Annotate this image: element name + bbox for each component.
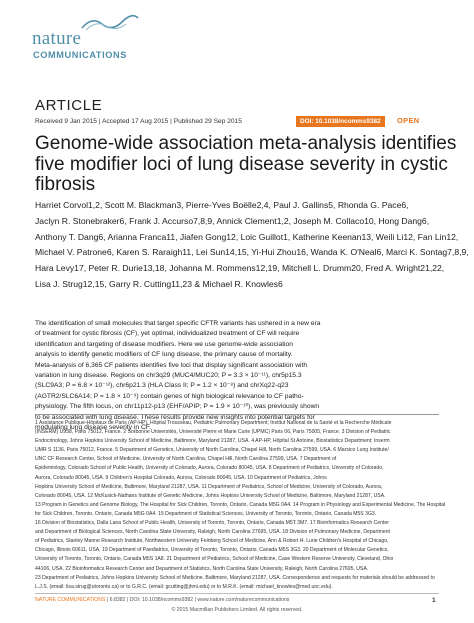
title-line: five modifier loci of lung disease severity in cystic [35,153,448,175]
author-line: Hara Levy17, Peter R. Durie13,18, Johanna M. Rommens12,19, Mitchell L. Drumm20, Fred A. Wright21,22, [35,263,445,274]
abstract-line: physiology. The fifth locus, on chr11p12-p13 (EHF/APIP; P = 1.9 × 10⁻¹⁰), was previously shown [35,403,320,411]
author-line: Lisa J. Strug12,15, Garry R. Cutting11,23 & Michael R. Knowles6 [35,278,283,289]
abstract [35,319,435,433]
author-line: Anthony T. Dang6, Arianna Franca11, Jiafen Gong12, Loic Guillot1, Katherine Keenan13, Weili Li12, Fan Lin12, [35,231,459,242]
publication-dates: Received 9 Jan 2015 | Accepted 17 Aug 2015 | Published 29 Sep 2015 [35,118,242,125]
footer-citation-text: | 6:8382 | DOI: 10.1038/ncomms9382 | www.nature.com/naturecommunications [105,597,290,603]
doi-badge[interactable]: DOI: 10.1038/ncomms9382 [296,116,385,127]
affiliation-line: 44106, USA. 22 Bioinformatics Research Center and Department of Statistics, North Carolina State University, Raleigh, North Carolina 27695, USA. [35,565,369,572]
author-line: Michael V. Patrone6, Karen S. Raraigh11, Lei Sun14,15, Yi-Hui Zhou16, Wanda K. O'Neal6, Marci K. Sontag7,8,9, [35,247,469,258]
affiliation-line: UMR S 1136, Paris 75012, France. 5 Department of Genetics, University of North Carolina, Chapel Hill, North Carolina 27599, USA. 6 Marsico Lung Institute/ [35,447,389,454]
logo-word-communications: COMMUNICATIONS [33,50,127,60]
affiliation-line: Endocrinology, Johns Hopkins University School of Medicine, Baltimore, Maryland 21287, USA. 4 AP-HP, Hôpital St Antoine, Biostatistics Department; Inserm [35,438,390,445]
abstract-line: variation in lung disease. Regions on chr3q29 (MUC4/MUC20; P = 3.3 × 10⁻¹¹), chr5p15.3 [35,372,302,380]
copyright-notice: © 2015 Macmillan Publishers Limited. All rights reserved. [171,607,303,613]
article-type-label: ARTICLE [35,97,103,114]
logo-word-nature: nature [32,28,82,49]
author-line: Jaclyn R. Stonebraker6, Frank J. Accurso7,8,9, Annick Clement1,2, Joseph M. Collaco10, Hong Dang6, [35,215,430,226]
affiliation-line: Chicago, Illinois 60611, USA. 19 Department of Paediatrics, University of Toronto, Toronto, Ontario, Canada M5S 3G3. 20 Department of Molecular Genetics, [35,547,389,554]
abstract-line: (AGTR2/SLC6A14; P = 1.8 × 10⁻⁹) contain genes of high biological relevance to CF patho- [35,392,304,400]
abstract-line: modulating lung disease severity in CF. [35,424,151,432]
affiliation-line: L.J.S. (email: lisa.strug@utoronto.ca) or to G.R.C. (email: gcutting@jhmi.edu) or to M.R.K. (email: michael_knowles@med.unc.edu). [35,583,333,590]
journal-logo [32,14,192,58]
abstract-line: analysis to identify genetic modifiers of CF lung disease, the primary cause of mortality. [35,351,293,359]
affiliation-line: for Sick Children, Toronto, Ontario, Canada M5G 0A4. 15 Department of Statistical Sciences, University of Toronto, Toronto, Ontario, Canada M5S 3G3. [35,510,377,517]
section-divider [35,414,439,415]
affiliation-line: (INSERM) U938, Paris 75012, France. 2 Sorbonne Universités, Université Pierre et Marie Curie (UPMC) Paris 06, Paris 75005, France. 3 Division of Pediatric [35,429,391,436]
abstract-line: (SLC9A3; P = 6.8 × 10⁻¹²), chr6p21.3 (HLA Class II; P = 1.2 × 10⁻⁸) and chrXq22-q23 [35,382,289,390]
affiliation-line: Epidemiology, Colorado School of Public Health, University of Colorado, Aurora, Colorado 80045, USA. 8 Department of Pediatrics, University of Colorado, [35,465,384,472]
affiliation-line: Aurora, Colorado 80045, USA. 9 Children's Hospital Colorado, Aurora, Colorado 80045, USA. 10 Department of Pediatrics, Johns [35,474,327,481]
affiliation-line: 13 Program in Genetics and Genome Biology, The Hospital for Sick Children, Toronto, Ontario, Canada M5G 0A4. 14 Program in Physiology and Experimental Medicine, The Hospital [35,501,446,508]
title-line: Genome-wide association meta-analysis identifies [35,133,457,154]
affiliation-line: 1 Assistance Publique-Hôpitaux de Paris (AP-HP), Hôpital Trousseau, Pediatric Pulmonary Department; Institut National de la Santé et la Recherche Médicale [35,420,392,426]
affiliation-line: Hopkins University School of Medicine, Baltimore, Maryland 21287, USA. 11 Department of Pediatrics, School of Medicine, University of Colorado, Aurora, [35,483,383,490]
affiliation-line: UNC CF Research Center, School of Medicine, University of North Carolina, Chapel Hill, North Carolina 27599, USA. 7 Department of [35,456,337,463]
affiliation-line: Colorado 80045, USA. 12 McKusick-Nathans Institute of Genetic Medicine, Johns Hopkins University School of Medicine, Baltimore, Maryland 21287, USA. [35,492,386,499]
abstract-line: identification and targeting of disease modifiers. Here we use genome-wide association [35,340,293,348]
article-title [35,134,455,196]
affiliation-line: 23 Department of Pediatrics, Johns Hopkins University School of Medicine, Baltimore, Maryland 21287, USA. Correspondence and requests for materials should be addressed to [35,574,435,581]
footer-citation [35,597,289,603]
author-line: Harriet Corvol1,2, Scott M. Blackman3, Pierre-Yves Boëlle2,4, Paul J. Gallins5, Rhonda G. Pace6, [35,200,409,210]
affiliation-line: and Department of Biological Sciences, North Carolina State University, Raleigh, North Carolina 27695, USA. 18 Division of Pulmonary Medicine, Department [35,529,390,536]
footer-journal-name[interactable]: NATURE COMMUNICATIONS [35,597,106,603]
abstract-line: The identification of small molecules that target specific CFTR variants has ushered in a new era [35,320,321,327]
logo-wave-icon [80,14,140,32]
open-access-label: OPEN [397,116,420,125]
affiliation-line: University of Toronto, Toronto, Ontario, Canada M5S 1A8. 21 Department of Pediatrics, School of Medicine, Case Western Reserve University, Cleveland, Ohio [35,556,394,563]
abstract-line: of treatment for cystic fibrosis (CF), yet optimal, individualized treatment of CF will require [35,330,300,338]
title-line: fibrosis [35,174,96,195]
affiliations [35,419,446,592]
page-number: 1 [432,597,436,604]
footer-divider [35,593,439,594]
abstract-line: to be associated with lung disease. These results provide new insights into potential targets for [35,413,315,421]
affiliation-line: 16 Division of Biostatistics, Dalla Lana School of Public Health, University of Toronto, Toronto, Ontario, Canada M5T 3M7. 17 Bioinformatics Research Center [35,520,389,527]
affiliation-line: of Pediatrics, Stanley Manne Research Institute, Northwestern University Feinberg School of Medicine, Ann & Robert H. Lurie Children's Hospital of Chicago, [35,538,389,545]
abstract-line: Meta-analysis of 6,365 CF patients identifies five loci that display significant association with [35,361,308,369]
author-list [35,198,469,293]
